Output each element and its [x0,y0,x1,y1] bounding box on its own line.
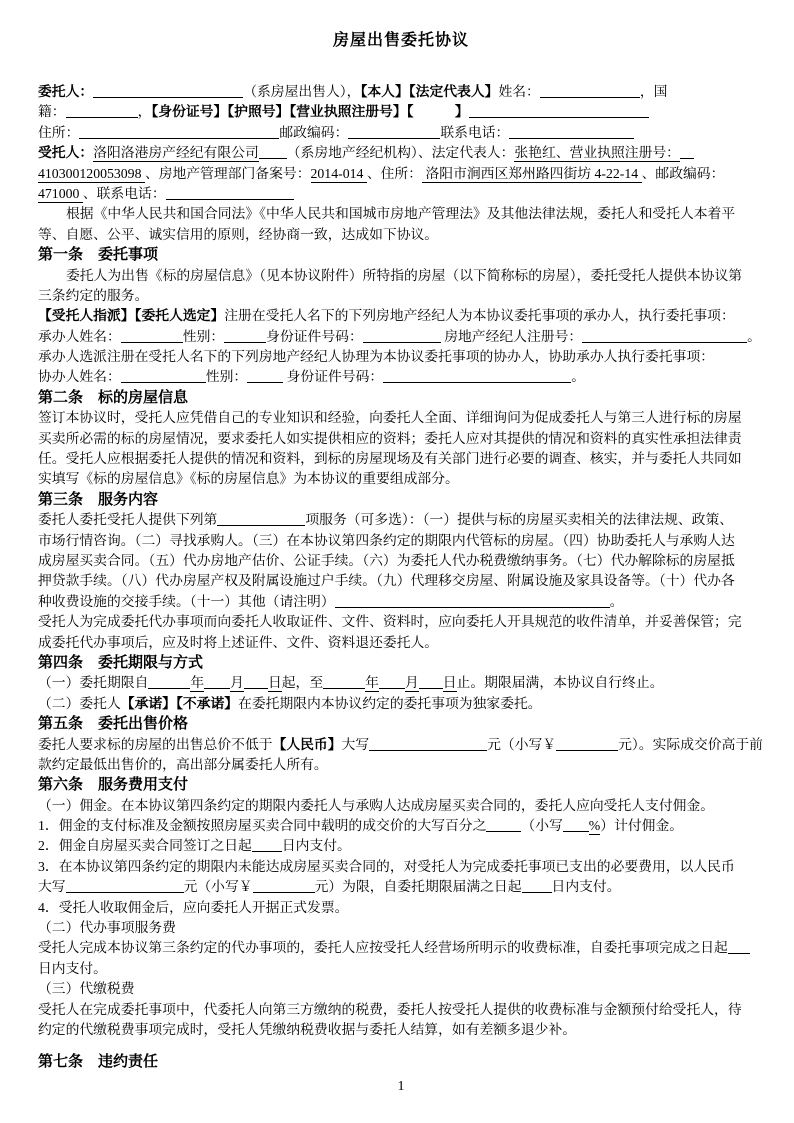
blank-field[interactable] [66,103,138,118]
paragraph-line [38,1020,764,1040]
text-run: 签订本协议时，受托人应凭借自己的专业知识和经验，向委托人全面、详细询问为促成委托人与第三人进行标的房屋 [38,410,742,426]
text-run: 日内支付。 [38,960,107,976]
text-run: 471000 [38,185,83,201]
paragraph-line [38,408,764,428]
text-run: 410300120053098 [38,165,145,181]
paragraph-line [38,266,764,286]
text-run: 成房屋买卖合同。（五）代办房地产估价、公证手续。（六）为委托人代办税费缴纳事务。（七）代办解除标的房屋抵 [38,552,735,568]
text-run: ）计付佣金。 [600,818,684,834]
text-run: 实填写《标的房屋信息》《标的房屋信息》为本协议的重要组成部分。 [38,471,459,487]
text-run: （二）委托人 [38,695,121,711]
paragraph-line [38,612,764,632]
clause-heading [38,1052,764,1072]
text-run: % [588,818,601,834]
blank-field[interactable] [93,83,243,98]
text-run: 款约定最低出售价的，高出部分属委托人所有。 [38,756,328,772]
document-title: 房屋出售委托协议 [332,32,469,49]
clause-heading [38,653,764,673]
paragraph-line [38,82,764,102]
text-run: 起，至 [281,675,324,691]
text-run: 【身份证号】【护照号】【营业执照注册号】【 [151,104,414,120]
blank-field[interactable] [121,328,183,343]
blank-field[interactable] [217,511,305,526]
paragraph-line [38,1000,764,1020]
paragraph-line [38,327,764,347]
paragraph-line [38,938,764,958]
text-run: （三）代缴税费 [38,981,135,997]
text-run: 任。受托人应根据委托人提供的情况和资料，到标的房屋现场及有关部门进行必要的调查、核实，并与委托人共同如 [38,451,742,467]
blank-field[interactable] [486,817,521,832]
text-run: 承办人姓名： [38,328,121,344]
text-run: 。 [609,593,624,609]
text-run: 元）。实际成交价高于前 [618,736,763,752]
paragraph-line [38,571,764,591]
text-run: 2．佣金自房屋买卖合同签订之日起 [38,838,252,854]
blank-field[interactable] [379,674,405,689]
blank-field[interactable] [369,736,487,751]
text-run: 委托人为出售《标的房屋信息》（见本协议附件）所特指的房屋（以下简称标的房屋），委托受托人提供本协议第 [66,267,743,283]
text-run: 洛阳洛港房产经纪有限公司 [93,145,259,161]
text-run: 邮政编码： [279,124,349,140]
paragraph-line [38,918,764,938]
blank-field[interactable] [363,328,441,343]
paragraph-line [38,367,764,387]
text-run: 身份证件号码： [283,369,384,385]
text-run: 、邮政编码： [641,165,725,181]
text-run: 日 [267,675,282,691]
clause-heading [38,490,764,510]
text-run: （二）代办事项服务费 [38,920,176,936]
text-run: 年 [190,675,205,691]
blank-field[interactable] [259,144,287,159]
text-run: 大写 [341,736,370,752]
blank-field[interactable] [252,837,282,852]
text-run: 月 [230,675,244,691]
text-run: 市场行情咨询。（二）寻找承购人。（三）在本协议第四条约定的期限内代管标的房屋。（四）协助委托人与承购人达 [38,532,735,548]
text-run: 在委托期限内本协议约定的委托事项为独家委托。 [238,695,542,711]
text-run: （一）委托期限自 [38,675,149,691]
paragraph-line [38,694,764,714]
text-run: 4．受托人收取佣金后，应向委托人开据正式发票。 [38,899,349,915]
spacer-line [38,1040,764,1052]
paragraph-line [38,102,764,122]
text-run: 种收费设施的交接手续。（十一）其他（请注明） [38,593,335,609]
text-run: 、房地产管理部门备案号： [144,165,311,181]
blank-field[interactable] [166,185,294,200]
paragraph-line [38,143,764,163]
text-run: 第三条 服务内容 [38,491,159,508]
paragraph-line [38,510,764,530]
text-run: （系房屋出售人）， [243,84,361,99]
text-run: 姓名： [498,84,540,99]
text-run: 第五条 委托出售价格 [38,716,189,733]
paragraph-line [38,857,764,877]
text-run: 、联系电话： [82,185,166,201]
text-run: 日内支付。 [281,838,351,854]
clause-heading [38,775,764,795]
clause-heading [38,388,764,408]
text-run: 止。期限届满，本协议自行终止。 [456,675,664,691]
paragraph-line [38,164,764,184]
text-run: 联系电话： [440,124,510,140]
text-run: （系房地产经纪机构）、法定代表人： [286,145,515,161]
paragraph-line [38,979,764,999]
text-run: 第七条 违约责任 [38,1054,159,1071]
text-run: 房地产经纪人注册号： [440,328,583,344]
blank-field[interactable] [323,674,365,689]
paragraph-line [38,836,764,856]
blank-field[interactable] [582,328,747,343]
text-run: 委托人： [38,84,94,99]
text-run: 月 [404,675,419,691]
blank-field[interactable] [509,124,634,139]
text-run: 第一条 委托事项 [38,247,159,264]
text-run: 三条约定的服务。 [38,287,149,303]
blank-field[interactable] [556,736,618,751]
paragraph-line [38,204,764,224]
clause-heading [38,245,764,265]
text-run: 受托人： [38,145,94,161]
text-run: 元（小写￥ [487,736,557,752]
blank-field[interactable] [335,593,610,608]
paragraph-line [38,755,764,775]
blank-field[interactable] [419,674,443,689]
text-run: 受托人完成本协议第三条约定的代办事项的，委托人应按受托人经营场所明示的收费标准，自委托事项完成之日起 [38,940,728,956]
text-run: 委托人要求标的房屋的出售总价不低于 [38,736,273,752]
paragraph-line [38,877,764,897]
text-run: 籍： [38,104,66,120]
text-run [414,104,455,119]
text-run: 、住所： [366,165,423,181]
text-run: 日 [442,675,457,691]
text-run: 根据《中华人民共和国合同法》《中华人民共和国城市房地产管理法》及其他法律法规，委托人和受托人本着平 [66,206,736,222]
text-run: 年 [365,675,379,691]
blank-field[interactable] [728,939,750,954]
paragraph-line [38,469,764,489]
text-run: 】 [454,104,469,120]
paragraph-line [38,225,764,245]
text-run: 押贷款手续。（八）代办房屋产权及附属设施过户手续。（九）代理移交房屋、附属设施及家具设备等。（十）代办各 [38,573,735,589]
text-run: ，国 [639,84,668,99]
blank-field[interactable] [540,83,640,98]
paragraph-line [38,184,764,204]
paragraph-line [38,633,764,653]
paragraph-line [38,592,764,612]
text-run: 承办人选派注册在受托人名下的下列房地产经纪人协理为本协议委托事项的协办人，协助承办人执行委托事项： [38,349,715,365]
paragraph-line [38,898,764,918]
text-run: 约定的代缴税费事项完成时，受托人凭缴纳税费收据与委托人结算，如有差额多退少补。 [38,1021,577,1037]
text-run: 性别： [182,328,225,344]
text-run: 2014-014 [310,165,367,181]
blank-field[interactable] [348,124,440,139]
text-run: 洛阳市涧西区郑州路四街坊 4-22-14 [422,165,642,181]
blank-field[interactable] [253,878,315,893]
paragraph-line [38,429,764,449]
text-run: 第六条 服务费用支付 [38,777,189,794]
text-run: 成委托代办事项后，应及时将上述证件、文件、资料退还委托人。 [38,634,439,650]
text-run: 项服务（可多选）：（一）提供与标的房屋买卖相关的法律法规、政策、 [305,512,734,528]
paragraph-line [38,551,764,571]
blank-field[interactable] [79,124,279,139]
blank-field[interactable] [383,368,571,383]
text-run: 住所： [38,124,80,140]
text-run: （一）佣金。在本协议第四条约定的期限内委托人与承购人达成房屋买卖合同的，委托人应向受托人支付佣金。 [38,797,715,813]
document-body [38,82,764,1073]
text-run: （小写 [521,818,563,834]
text-run: 【受托人指派】【委托人选定】 [38,308,225,324]
blank-field[interactable] [66,878,184,893]
paragraph-line [38,673,764,693]
text-run: 协办人姓名： [38,369,121,385]
clause-heading [38,714,764,734]
text-run: 受托人在完成委托事项中，代委托人向第三方缴纳的税费，委托人按受托人提供的收费标准与金额预付给受托人，待 [38,1001,742,1017]
text-run: 。 [571,369,585,385]
blank-field[interactable] [244,674,268,689]
paragraph-line [38,735,764,755]
paragraph-line [38,959,764,979]
text-run: 大写 [38,879,66,895]
blank-field[interactable] [121,368,206,383]
paragraph-line [38,449,764,469]
text-run: 委托人委托受托人提供下列第 [38,512,218,528]
paragraph-line [38,123,764,143]
blank-field[interactable] [522,878,552,893]
paragraph-line [38,347,764,367]
blank-field[interactable] [148,674,190,689]
text-run: 性别： [205,369,248,385]
text-run: 【本人】【法定代表人】 [360,84,499,99]
text-run: 3．在本协议第四条约定的期限内未能达成房屋买卖合同的，对受托人为完成委托事项已支出的必要费用，以人民币 [38,858,735,874]
text-run: 买卖所必需的标的房屋情况，要求委托人如实提供相应的资料；委托人应对其提供的情况和资料的真实性承担法律责 [38,430,742,446]
blank-field[interactable] [680,144,694,159]
paragraph-line [38,531,764,551]
text-run: 【人民币】 [272,736,342,752]
paragraph-line [38,796,764,816]
text-run: 受托人为完成委托代办事项而向委托人收取证件、文件、资料时，应向委托人开具规范的收件清单，并妥善保管；完 [38,614,742,630]
blank-field[interactable] [563,817,589,832]
blank-field[interactable] [247,368,283,383]
blank-field[interactable] [224,328,266,343]
text-run: 身份证件号码： [266,328,363,344]
paragraph-line [38,816,764,836]
blank-field[interactable] [469,103,649,118]
text-run: 元（小写￥ [183,879,253,895]
page-number: 1 [397,1078,405,1094]
text-run: 元）为限，自委托期限届满之日起 [314,879,522,895]
text-run: 第四条 委托期限与方式 [38,654,204,671]
text-run: 【承诺】【不承诺】 [120,695,239,711]
paragraph-line [38,306,764,326]
paragraph-line [38,286,764,306]
text-run: ， [137,104,152,120]
text-run: 张艳红、营业执照注册号： [514,145,680,161]
blank-field[interactable] [204,674,230,689]
text-run: 第二条 标的房屋信息 [38,389,189,406]
text-run: 1．佣金的支付标准及金额按照房屋买卖合同中载明的成交价的大写百分之 [38,818,487,834]
text-run: 日内支付。 [551,879,621,895]
text-run: 注册在受托人名下的下列房地产经纪人为本协议委托事项的承办人，执行委托事项： [224,308,735,324]
text-run: 。 [747,328,761,344]
text-run: 等、自愿、公平、诚实信用的原则，经协商一致，达成如下协议。 [38,226,439,242]
